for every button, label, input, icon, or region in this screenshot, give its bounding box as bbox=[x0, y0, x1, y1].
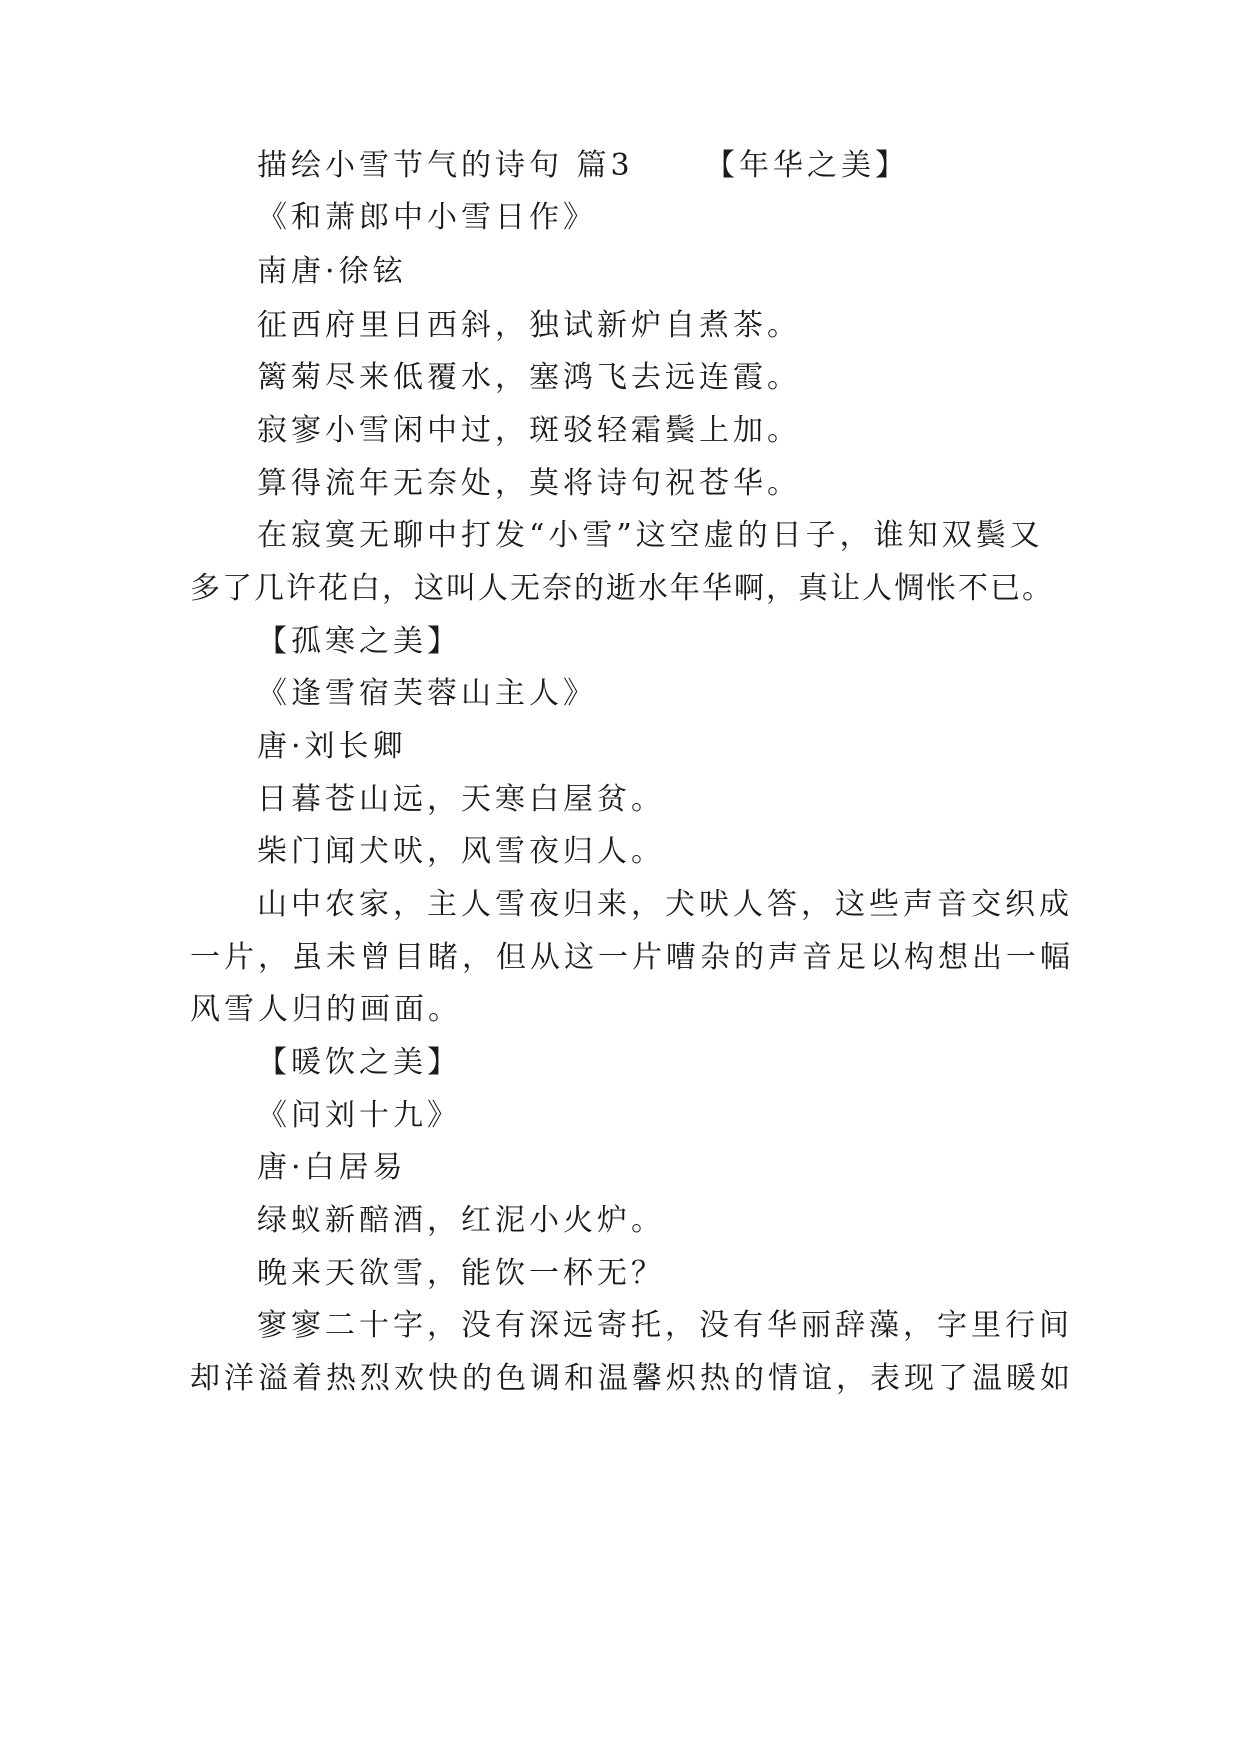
document-title: 描绘小雪节气的诗句 篇3 bbox=[257, 148, 634, 183]
poem-title: 《和萧郎中小雪日作》 bbox=[257, 200, 597, 235]
section-heading-warm-drink: 【暖饮之美】 bbox=[257, 1045, 461, 1080]
commentary-line: 多了几许花白，这叫人无奈的逝水年华啊，真让人惆怅不已。 bbox=[190, 571, 1054, 606]
poem-line: 晚来天欲雪，能饮一杯无？ bbox=[257, 1256, 665, 1291]
section-heading-years: 【年华之美】 bbox=[705, 148, 909, 183]
poem-line: 柴门闻犬吠，风雪夜归人。 bbox=[257, 834, 665, 869]
commentary-line: 一片，虽未曾目睹，但从这一片嘈杂的声音足以构想出一幅 bbox=[190, 940, 1074, 975]
commentary-line: 却洋溢着热烈欢快的色调和温馨炽热的情谊，表现了温暖如 bbox=[190, 1361, 1074, 1396]
poem-line: 征西府里日西斜，独试新炉自煮茶。 bbox=[257, 308, 801, 343]
poem-title: 《问刘十九》 bbox=[257, 1098, 461, 1133]
commentary-line: 山中农家，主人雪夜归来，犬吠人答，这些声音交织成 bbox=[257, 887, 1073, 922]
commentary-line: 风雪人归的画面。 bbox=[190, 992, 462, 1027]
poem-line: 算得流年无奈处，莫将诗句祝苍华。 bbox=[257, 466, 801, 501]
poem-line: 日暮苍山远，天寒白屋贫。 bbox=[257, 782, 665, 817]
section-heading-solitude: 【孤寒之美】 bbox=[257, 624, 461, 659]
poem-title: 《逢雪宿芙蓉山主人》 bbox=[257, 676, 597, 711]
commentary-line: 寥寥二十字，没有深远寄托，没有华丽辞藻，字里行间 bbox=[257, 1308, 1073, 1343]
poem-author: 唐·白居易 bbox=[257, 1150, 407, 1185]
poem-line: 寂寥小雪闲中过，斑驳轻霜鬓上加。 bbox=[257, 413, 801, 448]
commentary-line: 在寂寞无聊中打发“小雪”这空虚的日子，谁知双鬓又 bbox=[257, 518, 1044, 553]
poem-line: 篱菊尽来低覆水，塞鸿飞去远连霞。 bbox=[257, 360, 801, 395]
poem-author: 南唐·徐铉 bbox=[257, 254, 407, 289]
poem-author: 唐·刘长卿 bbox=[257, 729, 407, 764]
poem-line: 绿蚁新醅酒，红泥小火炉。 bbox=[257, 1203, 665, 1238]
